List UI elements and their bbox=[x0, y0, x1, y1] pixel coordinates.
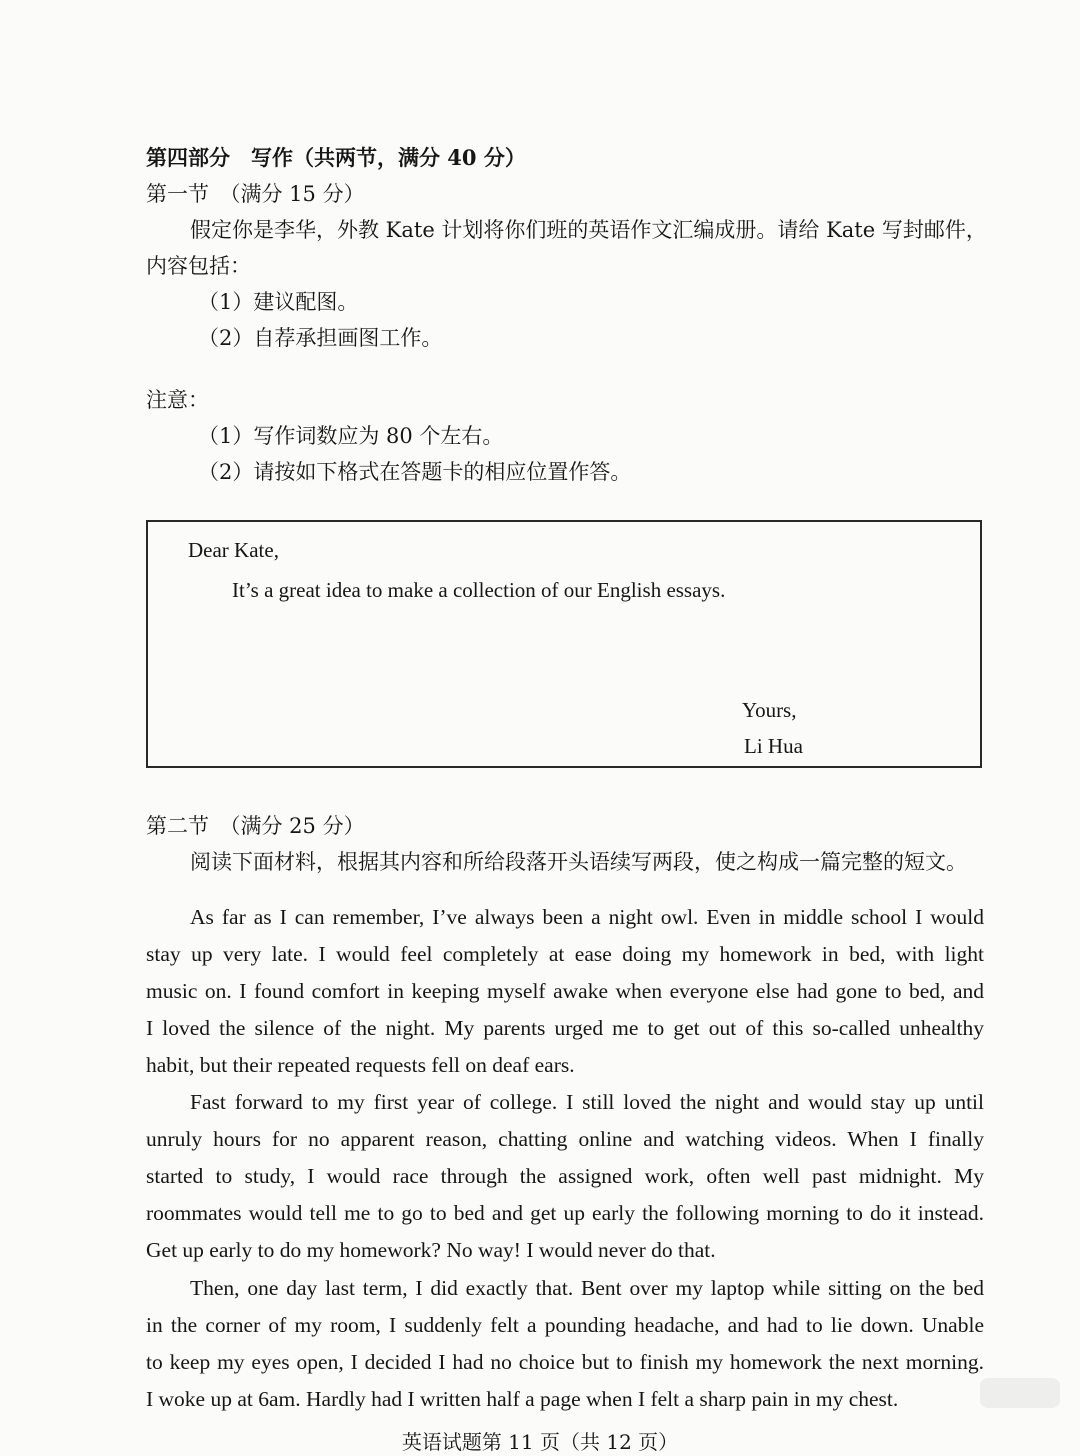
passage-line: in the corner of my room, I suddenly felt a pounding headache, and had to lie down. Unable bbox=[146, 1313, 984, 1337]
passage-line: As far as I can remember, I’ve always been a night owl. Even in middle school I would bbox=[190, 905, 984, 929]
passage-line: habit, but their repeated requests fell on deaf ears. bbox=[146, 1053, 575, 1077]
passage-line: Fast forward to my first year of college. I still loved the night and would stay up until bbox=[190, 1090, 984, 1114]
note-item-2: （2）请按如下格式在答题卡的相应位置作答。 bbox=[198, 460, 632, 484]
passage-line: I woke up at 6am. Hardly had I written half a page when I felt a sharp pain in my chest. bbox=[146, 1387, 899, 1411]
section1-item-1: （1）建议配图。 bbox=[198, 290, 359, 314]
letter-closing: Yours, bbox=[742, 698, 797, 722]
letter-opening: It’s a great idea to make a collection of our English essays. bbox=[232, 578, 726, 602]
passage-line: music on. I found comfort in keeping myself awake when everyone else had gone to bed, and bbox=[146, 979, 984, 1003]
section1-title: 第一节 （满分 15 分） bbox=[146, 182, 365, 206]
passage-line: stay up very late. I would feel completely at ease doing my homework in bed, with light bbox=[146, 942, 984, 966]
passage-line: roommates would tell me to go to bed and get up early the following morning to do it instead. bbox=[146, 1201, 984, 1225]
letter-salutation: Dear Kate, bbox=[188, 538, 279, 562]
passage-line: Then, one day last term, I did exactly that. Bent over my laptop while sitting on the bed bbox=[190, 1276, 984, 1300]
section-header: 第四部分 写作（共两节，满分 40 分） bbox=[146, 145, 526, 170]
section1-prompt-line2: 内容包括： bbox=[146, 254, 251, 278]
note-label: 注意： bbox=[146, 388, 209, 412]
letter-signature: Li Hua bbox=[744, 734, 803, 758]
passage-line: Get up early to do my homework? No way! I would never do that. bbox=[146, 1238, 716, 1262]
section2-instruction: 阅读下面材料，根据其内容和所给段落开头语续写两段，使之构成一篇完整的短文。 bbox=[190, 850, 967, 874]
passage-line: to keep my eyes open, I decided I had no choice but to finish my homework the next morning. bbox=[146, 1350, 984, 1374]
section1-prompt-line1: 假定你是李华，外教 Kate 计划将你们班的英语作文汇编成册。请给 Kate 写封邮件， bbox=[190, 218, 987, 242]
watermark-smudge bbox=[980, 1378, 1060, 1408]
note-item-1: （1）写作词数应为 80 个左右。 bbox=[198, 424, 504, 448]
passage-line: I loved the silence of the night. My parents urged me to get out of this so-called unhealthy bbox=[146, 1016, 984, 1040]
letter-format-box bbox=[146, 520, 982, 768]
section2-title: 第二节 （满分 25 分） bbox=[146, 814, 365, 838]
page-footer: 英语试题第 11 页（共 12 页） bbox=[401, 1430, 679, 1454]
passage-line: started to study, I would race through the assigned work, often well past midnight. My bbox=[146, 1164, 984, 1188]
section1-item-2: （2）自荐承担画图工作。 bbox=[198, 326, 443, 350]
passage-line: unruly hours for no apparent reason, chatting online and watching videos. When I finally bbox=[146, 1127, 984, 1151]
